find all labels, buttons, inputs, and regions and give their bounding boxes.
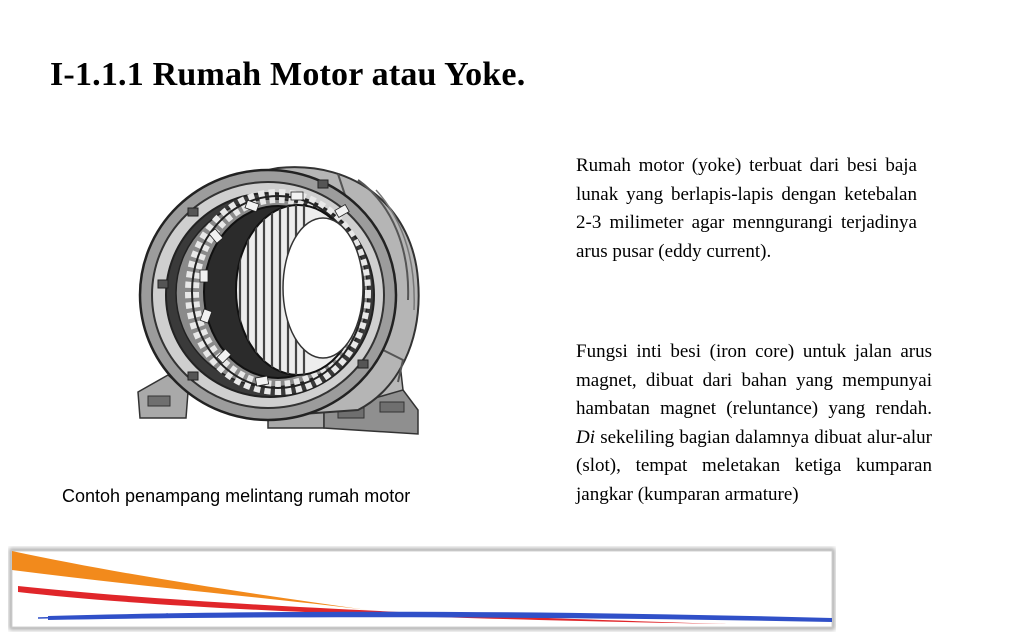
motor-yoke-illustration — [128, 160, 428, 450]
footer-banner — [8, 546, 836, 632]
figure-caption: Contoh penampang melintang rumah motor — [62, 486, 411, 506]
paragraph-iron-core-rest: sekeliling bagian dalamnya dibuat alur-alur (slot), tempat meletakan ketiga kumparan jangkar (kumparan armature) — [576, 426, 932, 505]
paragraph-yoke: Rumah motor (yoke) terbuat dari besi baja lunak yang berlapis-lapis dengan ketebalan 2-3 milimeter agar menngurangi terjadinya arus pusar (eddy current). — [576, 155, 917, 262]
paragraph-iron-core-italic: Di — [576, 426, 595, 448]
paragraph-iron-core-main: Fungsi inti besi (iron core) untuk jalan arus magnet, dibuat dari bahan yang mempunyai hambatan magnet (reluntance) yang rendah. — [576, 341, 932, 419]
slide-title: I-1.1.1 Rumah Motor atau Yoke. — [50, 56, 526, 93]
stator-front-face — [140, 170, 396, 420]
paragraph-iron-core — [576, 338, 932, 509]
